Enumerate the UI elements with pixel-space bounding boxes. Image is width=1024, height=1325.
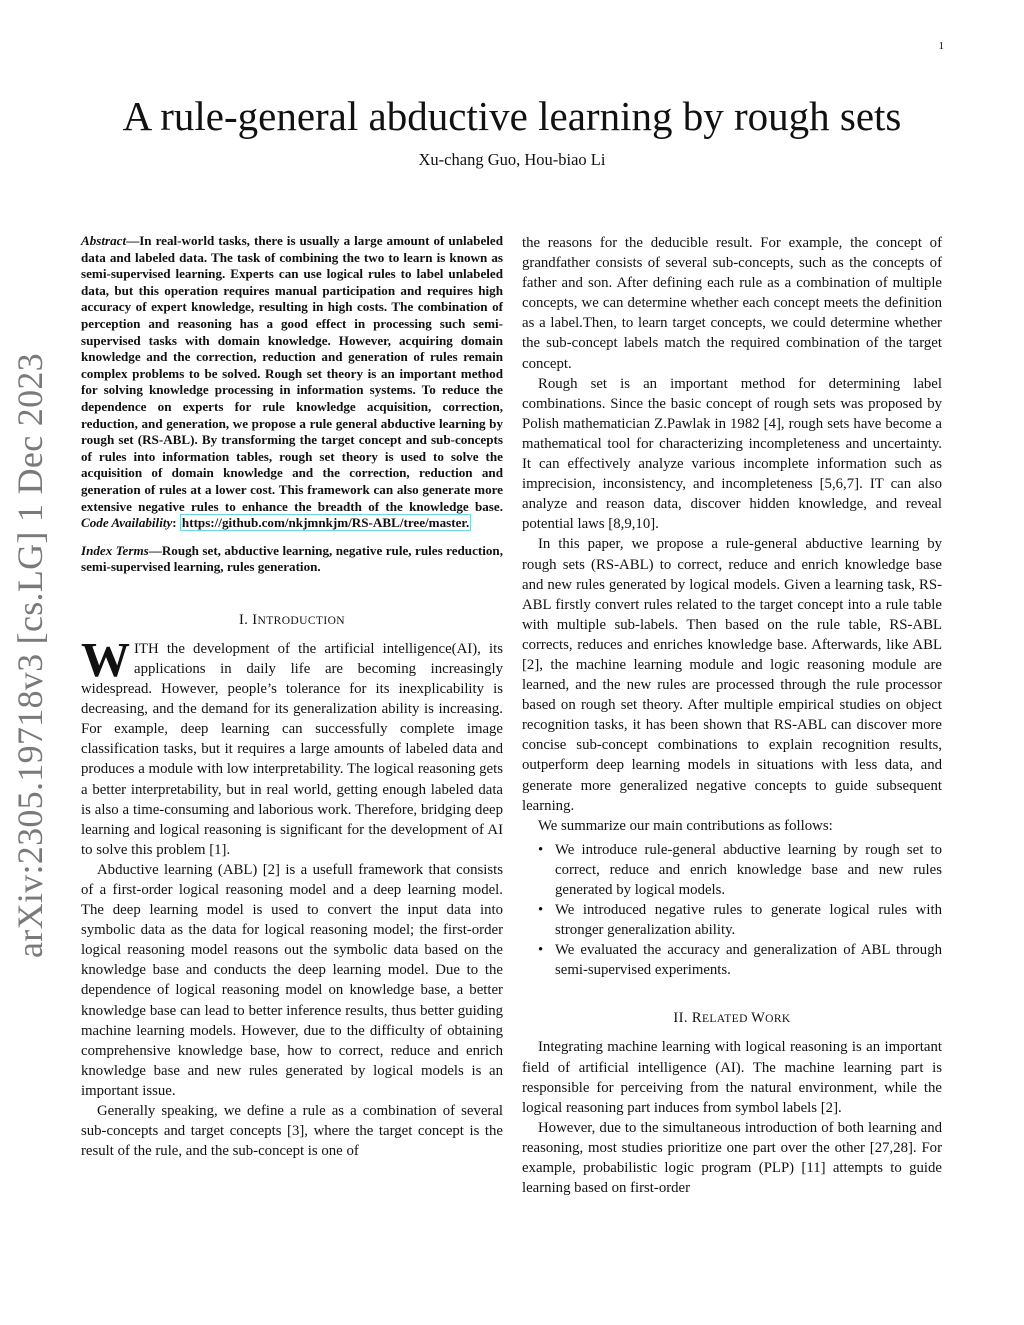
right-paragraph-1: Rough set is an important method for determining label combinations. Since the basic concept of rough sets was proposed by Polish mathematician Z.Pawlak in 1982 [4], rough sets have become a mathematical tool for characterizing incompleteness and uncertainty. It can effectively analyze various incomplete information such as imprecision, inconsistency, and incompleteness [5,6,7]. IT can also analyze and reason data, discover hidden knowledge, and reveal potential laws [8,9,10]. <box>522 375 942 533</box>
list-item-text: We introduced negative rules to generate logical rules with stronger generalization ability. <box>555 902 942 939</box>
section-rest: ORK <box>765 1013 791 1026</box>
page-number: 1 <box>938 40 944 52</box>
contributions-list <box>522 840 942 981</box>
section-heading-introduction <box>81 612 503 629</box>
list-item <box>538 900 942 940</box>
paper-authors: Xu-chang Guo, Hou-biao Li <box>418 150 606 169</box>
right-paragraph-2: In this paper, we propose a rule-general abductive learning by rough sets (RS-ABL) to correct, reduce and enrich knowledge base and new rules generated by logical models. Given a learning task, RS-ABL firstly convert rules related to the target concept into a rule table with multiple sub-labels. Then based on the rule table, RS-ABL corrects, reduces and enriches knowledge base. Afterwards, like ABL [2], the machine learning module and logic reasoning module are learned, and the new rules are processed through the rule processor based on rough set theory. After multiple empirical studies on object recognition tasks, it has been shown that RS-ABL can discover more concise sub-concept combinations to explain recognition results, outperform deep learning models in situations with less data, and generate more generalized negative concepts to guide subsequent learning. <box>522 536 942 814</box>
section-numeral: I. <box>239 611 253 628</box>
code-availability-label: Code Availability <box>81 515 173 531</box>
left-column <box>81 233 503 1161</box>
related-paragraph-2: However, due to the simultaneous introduction of both learning and reasoning, most studies prioritize one part over the other [27,28]. For example, probabilistic logic program (PLP) [11] attempts to guide learning based on first-order <box>522 1119 942 1197</box>
list-item-text: We introduce rule-general abductive learning by rough set to correct, reduce and enrich knowledge base and new rules generated by logical models. <box>555 841 942 898</box>
abstract-label: Abstract <box>81 233 127 248</box>
intro-p1-text: ITH the development of the artificial intelligence(AI), its applications in daily life are becoming increasingly widespread. However, people’s tolerance for its inexplicability is decreasing, and the demand for its generalization ability is increasing. For example, deep learning can successfully complete image classification tasks, but it requires a large amounts of labeled data and produces a module with low interpretability. The logical reasoning gets a better interpretability, but in real world, getting enough labeled data is also a time-consuming and laborious work. Therefore, bridging deep learning and logical reasoning is significant for the development of AI to solve this problem [1]. <box>81 640 503 858</box>
paper-title: A rule-general abductive learning by rough sets <box>122 93 902 139</box>
right-paragraph-3: We summarize our main contributions as follows: <box>538 817 833 834</box>
index-terms-label: Index Terms <box>81 542 149 558</box>
section-first-letter: R <box>691 1010 702 1027</box>
bullet-icon: • <box>538 841 544 858</box>
section-heading-related-work <box>522 1010 942 1027</box>
section-rest: NTRODUCTION <box>257 614 345 627</box>
arxiv-stamp: arXiv:2305.19718v3 [cs.LG] 1 Dec 2023 <box>10 353 50 958</box>
index-terms-text: —Rough set, abductive learning, negative rule, rules reduction, semi-supervised learning, rules generation. <box>81 542 503 575</box>
section-first-letter: I <box>252 611 258 628</box>
section-first-letter: W <box>751 1010 766 1027</box>
abstract-text: —In real-world tasks, there is usually a large amount of unlabeled data and labeled data. The task of combining the two to learn is known as semi-supervised learning. Experts can use logical rules to label unlabeled data, but this operation requires manual participation and requires high accuracy of expert knowledge, resulting in high costs. The combination of perception and reasoning has a good effect in processing such semi-supervised tasks with domain knowledge. However, acquiring domain knowledge and the correction, reduction and generation of rules remain complex problems to be solved. Rough set theory is an important method for solving knowledge processing in information systems. To reduce the dependence on experts for rule knowledge acquisition, correction, reduction, and generation, we propose a rule general abductive learning by rough set (RS-ABL). By transforming the target concept and sub-concepts of rules into information tables, rough set theory is used to solve the acquisition of domain knowledge and the correction, reduction and generation of rules at a lower cost. This framework can also generate more extensive negative rules to enhance the breadth of the knowledge base. <box>81 233 503 514</box>
code-availability-colon: : <box>172 515 180 531</box>
list-item <box>538 840 942 900</box>
drop-cap: W <box>81 631 130 687</box>
bullet-icon: • <box>538 902 544 919</box>
index-terms <box>81 543 503 576</box>
list-item-text: We evaluated the accuracy and generalization of ABL through semi-supervised experiments. <box>555 942 942 979</box>
intro-paragraph-1 <box>81 631 503 860</box>
intro-paragraph-2: Abductive learning (ABL) [2] is a usefull framework that consists of a first-order logical reasoning model and a deep learning model. The deep learning model is used to convert the input data into symbolic data as the data for logical reasoning model; the first-order logical reasoning model reasons out the symbolic data based on the knowledge base and conducts the deep learning model. Due to the dependence of logical reasoning model on knowledge base, a better knowledge base can lead to better inference results, thus better guiding machine learning models. However, due to the difficulty of obtaining comprehensive knowledge base, how to correct, reduce and enrich knowledge base and new rules generated by logical models is an important issue. <box>81 861 503 1099</box>
bullet-icon: • <box>538 942 544 959</box>
abstract <box>81 233 503 532</box>
section-rest: ELATED <box>701 1013 752 1026</box>
intro-paragraph-3: Generally speaking, we define a rule as a combination of several sub-concepts and target concepts [3], where the target concept is the result of the rule, and the sub-concept is one of <box>81 1103 503 1160</box>
right-column <box>522 233 942 1198</box>
code-link[interactable]: https://github.com/nkjmnkjm/RS-ABL/tree/master. <box>181 515 470 531</box>
related-paragraph-1: Integrating machine learning with logical reasoning is an important field of artificial intelligence (AI). The machine learning part is responsible for perceiving from the natural environment, while the logical reasoning part induces from symbol labels [2]. <box>522 1039 942 1116</box>
list-item <box>538 940 942 980</box>
section-numeral: II. <box>673 1010 692 1027</box>
right-paragraph-0: the reasons for the deducible result. For example, the concept of grandfather consists of several sub-concepts, such as the concepts of father and son. After defining each rule as a combination of multiple concepts, we can determine whether each concept meets the definition as a label.Then, to learn target concepts, we could determine whether the sub-concept labels match the required combination of the target concept. <box>522 235 942 372</box>
